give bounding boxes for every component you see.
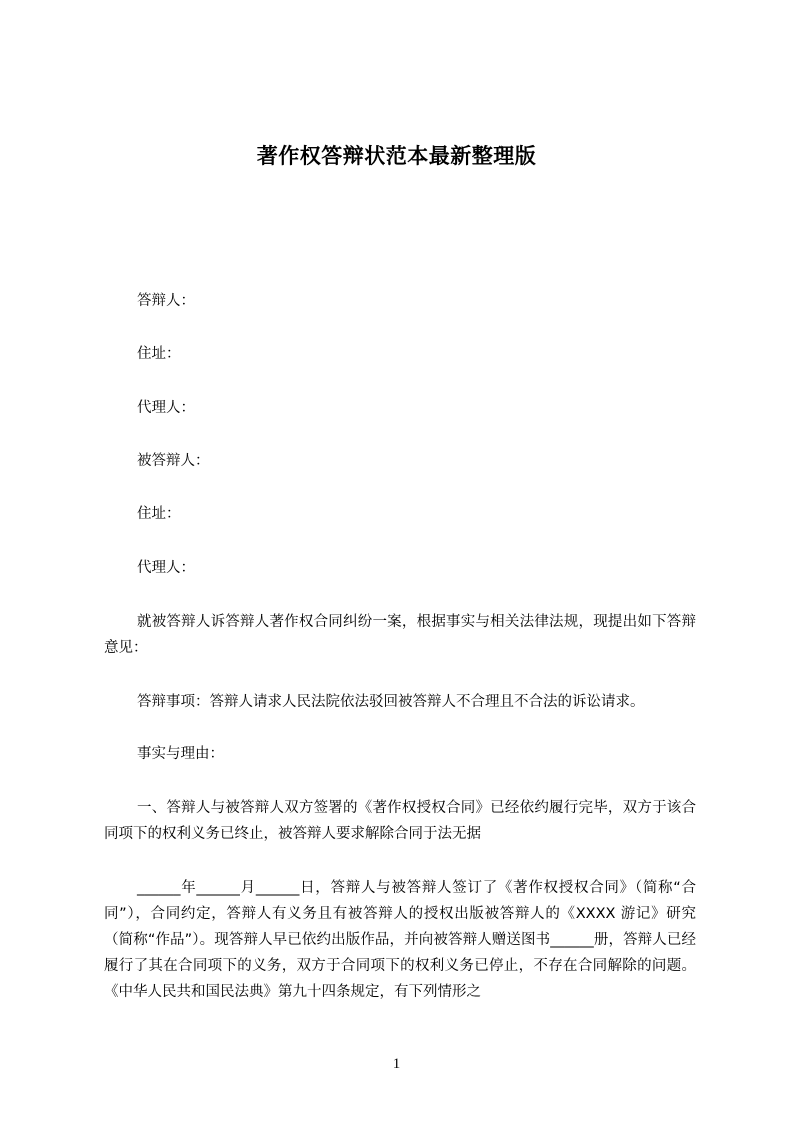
section-one-paragraph: 一、答辩人与被答辩人双方签署的《著作权授权合同》已经依约履行完毕，双方于该合同项下的权利义务已终止，被答辩人要求解除合同于法无据 [104,800,696,842]
defense-matter-paragraph: 答辩事项：答辩人请求人民法院依法驳回被答辩人不合理且不合法的诉讼请求。 [137,694,645,710]
plaintiff-label: 被答辩人： [137,453,210,469]
document-title: 著作权答辩状范本最新整理版 [256,144,537,168]
respondent-label: 答辩人： [137,293,195,309]
facts-heading: 事实与理由： [137,746,224,762]
plaintiff-agent-label: 代理人： [137,560,195,576]
respondent-address-label: 住址： [137,346,181,362]
intro-paragraph: 就被答辩人诉答辩人著作权合同纠纷一案，根据事实与相关法律法规，现提出如下答辩意见： [104,614,696,656]
plaintiff-address-label: 住址： [137,506,181,522]
body-paragraph: ______年______月______日，答辩人与被答辩人签订了《著作权授权合同》（简称“合同”），合同约定，答辩人有义务且有被答辩人的授权出版被答辩人的《XXXX 游记》研究（简称“作品”）。现答辩人早已依约出版作品，并向被答辩人赠送图书______册，答辩人已经履行了其在合同项下的义务，双方于合同项下的权利义务已停止，不存在合同解除的问题。《中华人民共和国民法典》第九十四条规定，有下列情形之 [104,880,696,1000]
respondent-agent-label: 代理人： [137,400,195,416]
page-number: 1 [392,1056,401,1072]
